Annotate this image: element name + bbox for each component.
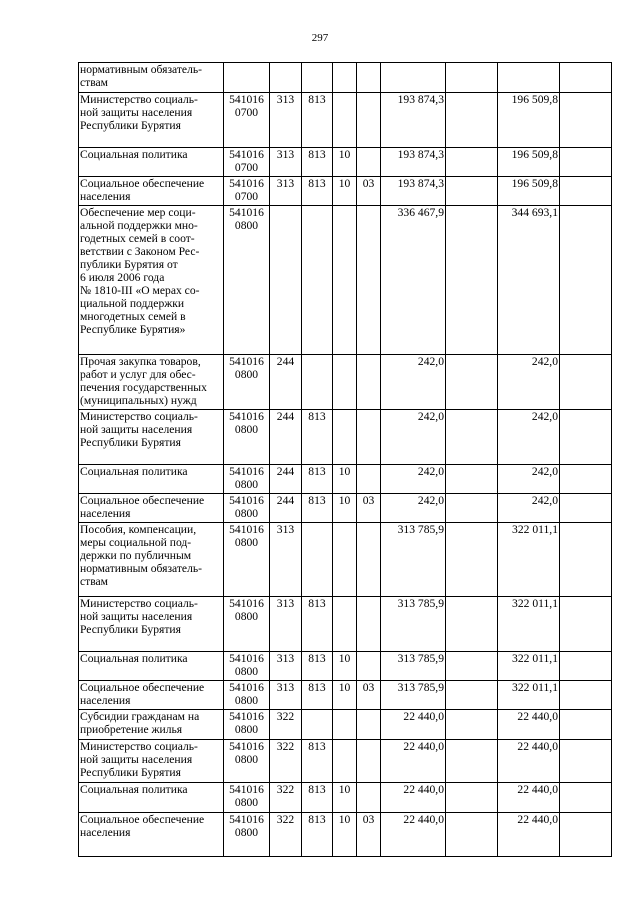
name-cell-line: Республике Бурятия» xyxy=(80,323,186,336)
amount-year2-cell: 322 011,1 xyxy=(498,523,560,597)
name-cell-line: нормативным обязатель- xyxy=(80,562,203,575)
name-cell xyxy=(79,681,224,710)
empty-cell xyxy=(446,523,498,597)
name-cell-line: публики Бурятия от xyxy=(80,258,178,271)
table-row xyxy=(79,597,612,652)
name-cell xyxy=(79,465,224,494)
csr-cell xyxy=(224,206,270,355)
table-row xyxy=(79,710,612,740)
name-cell-line: ной защиты населения xyxy=(80,106,193,119)
grbs-cell: 813 xyxy=(302,740,333,783)
name-cell-line: Министерство социаль- xyxy=(80,93,198,106)
csr-cell-line: 0800 xyxy=(234,423,259,436)
rz-cell: 10 xyxy=(333,465,357,494)
grbs-cell: 813 xyxy=(302,813,333,857)
vr-cell: 322 xyxy=(270,813,302,857)
rz-cell: 10 xyxy=(333,652,357,681)
amount-year2-cell: 322 011,1 xyxy=(498,597,560,652)
csr-cell-line: 541016 xyxy=(229,465,264,478)
name-cell xyxy=(79,783,224,813)
rz-cell xyxy=(333,93,357,148)
csr-cell-line: 541016 xyxy=(229,813,264,826)
pr-cell: 03 xyxy=(357,813,381,857)
name-cell xyxy=(79,177,224,206)
pr-cell xyxy=(357,355,381,410)
vr-cell: 322 xyxy=(270,783,302,813)
pr-cell: 03 xyxy=(357,177,381,206)
csr-cell xyxy=(224,63,270,93)
name-cell-line: Социальное обеспечение xyxy=(80,681,205,694)
csr-cell-line: 0800 xyxy=(234,219,259,232)
name-cell xyxy=(79,710,224,740)
name-cell-line: 6 июля 2006 года xyxy=(80,271,165,284)
empty-cell xyxy=(446,465,498,494)
name-cell-line: Министерство социаль- xyxy=(80,740,198,753)
csr-cell-line: 0800 xyxy=(234,796,259,809)
amount-year2-cell: 242,0 xyxy=(498,465,560,494)
empty-cell xyxy=(560,494,612,523)
rz-cell xyxy=(333,410,357,465)
amount-year2-cell: 22 440,0 xyxy=(498,813,560,857)
name-cell-line: ной защиты населения xyxy=(80,753,193,766)
name-cell-line: ной защиты населения xyxy=(80,610,193,623)
rz-cell xyxy=(333,740,357,783)
empty-cell xyxy=(560,710,612,740)
empty-cell xyxy=(446,355,498,410)
pr-cell xyxy=(357,710,381,740)
csr-cell xyxy=(224,465,270,494)
table-row xyxy=(79,523,612,597)
empty-cell xyxy=(560,523,612,597)
grbs-cell: 813 xyxy=(302,597,333,652)
grbs-cell xyxy=(302,206,333,355)
amount-year1-cell: 193 874,3 xyxy=(381,93,446,148)
csr-cell xyxy=(224,710,270,740)
amount-year1-cell: 313 785,9 xyxy=(381,523,446,597)
name-cell-line: Министерство социаль- xyxy=(80,597,198,610)
grbs-cell xyxy=(302,710,333,740)
amount-year1-cell: 242,0 xyxy=(381,465,446,494)
grbs-cell: 813 xyxy=(302,494,333,523)
csr-cell-line: 0800 xyxy=(234,753,259,766)
name-cell-line: (муниципальных) нужд xyxy=(80,394,197,407)
csr-cell-line: 0800 xyxy=(234,368,259,381)
pr-cell xyxy=(357,523,381,597)
csr-cell xyxy=(224,523,270,597)
name-cell-line: альной поддержки мно- xyxy=(80,219,198,232)
table-row xyxy=(79,465,612,494)
empty-cell xyxy=(446,652,498,681)
rz-cell: 10 xyxy=(333,177,357,206)
grbs-cell xyxy=(302,355,333,410)
vr-cell: 322 xyxy=(270,710,302,740)
name-cell-line: Республики Бурятия xyxy=(80,119,181,132)
amount-year1-cell xyxy=(381,63,446,93)
name-cell-line: Республики Бурятия xyxy=(80,766,181,779)
name-cell-line: населения xyxy=(80,826,131,839)
amount-year1-cell: 22 440,0 xyxy=(381,740,446,783)
csr-cell-line: 541016 xyxy=(229,710,264,723)
grbs-cell: 813 xyxy=(302,410,333,465)
table-row xyxy=(79,93,612,148)
pr-cell xyxy=(357,652,381,681)
empty-cell xyxy=(560,465,612,494)
csr-cell-line: 0700 xyxy=(234,161,259,174)
amount-year2-cell: 22 440,0 xyxy=(498,710,560,740)
amount-year2-cell xyxy=(498,63,560,93)
grbs-cell: 813 xyxy=(302,93,333,148)
rz-cell xyxy=(333,355,357,410)
empty-cell xyxy=(446,93,498,148)
name-cell xyxy=(79,813,224,857)
rz-cell xyxy=(333,597,357,652)
amount-year2-cell: 242,0 xyxy=(498,494,560,523)
csr-cell xyxy=(224,597,270,652)
name-cell-line: Социальная политика xyxy=(80,148,188,161)
empty-cell xyxy=(446,681,498,710)
csr-cell-line: 541016 xyxy=(229,494,264,507)
amount-year1-cell: 193 874,3 xyxy=(381,148,446,177)
empty-cell xyxy=(560,148,612,177)
amount-year1-cell: 193 874,3 xyxy=(381,177,446,206)
name-cell xyxy=(79,597,224,652)
csr-cell xyxy=(224,355,270,410)
empty-cell xyxy=(560,355,612,410)
amount-year1-cell: 242,0 xyxy=(381,410,446,465)
name-cell-line: печения государственных xyxy=(80,381,207,394)
amount-year1-cell: 313 785,9 xyxy=(381,597,446,652)
table-row xyxy=(79,177,612,206)
csr-cell-line: 541016 xyxy=(229,681,264,694)
csr-cell-line: 0700 xyxy=(234,106,259,119)
amount-year2-cell: 242,0 xyxy=(498,355,560,410)
empty-cell xyxy=(560,410,612,465)
name-cell-line: населения xyxy=(80,694,131,707)
table-row xyxy=(79,410,612,465)
table-row xyxy=(79,148,612,177)
empty-cell xyxy=(446,783,498,813)
csr-cell-line: 0800 xyxy=(234,478,259,491)
name-cell-line: Субсидии гражданам на xyxy=(80,710,200,723)
empty-cell xyxy=(560,177,612,206)
csr-cell-line: 541016 xyxy=(229,206,264,219)
name-cell-line: Социальная политика xyxy=(80,652,188,665)
amount-year2-cell: 22 440,0 xyxy=(498,783,560,813)
name-cell-line: ветствии с Законом Рес- xyxy=(80,245,200,258)
empty-cell xyxy=(446,410,498,465)
name-cell-line: меры социальной под- xyxy=(80,536,192,549)
amount-year2-cell: 322 011,1 xyxy=(498,652,560,681)
name-cell xyxy=(79,93,224,148)
csr-cell-line: 0800 xyxy=(234,694,259,707)
empty-cell xyxy=(446,597,498,652)
csr-cell-line: 0700 xyxy=(234,190,259,203)
vr-cell: 244 xyxy=(270,465,302,494)
name-cell xyxy=(79,206,224,355)
name-cell-line: населения xyxy=(80,507,131,520)
pr-cell: 03 xyxy=(357,681,381,710)
vr-cell: 244 xyxy=(270,494,302,523)
grbs-cell xyxy=(302,63,333,93)
grbs-cell: 813 xyxy=(302,652,333,681)
empty-cell xyxy=(560,63,612,93)
csr-cell xyxy=(224,783,270,813)
table-row xyxy=(79,740,612,783)
csr-cell xyxy=(224,494,270,523)
name-cell xyxy=(79,740,224,783)
empty-cell xyxy=(446,206,498,355)
amount-year2-cell: 22 440,0 xyxy=(498,740,560,783)
name-cell-line: держки по публичным xyxy=(80,549,192,562)
csr-cell-line: 541016 xyxy=(229,740,264,753)
vr-cell: 313 xyxy=(270,148,302,177)
rz-cell: 10 xyxy=(333,681,357,710)
grbs-cell: 813 xyxy=(302,783,333,813)
name-cell-line: Республики Бурятия xyxy=(80,623,181,636)
amount-year1-cell: 22 440,0 xyxy=(381,710,446,740)
amount-year2-cell: 242,0 xyxy=(498,410,560,465)
name-cell-line: № 1810-III «О мерах со- xyxy=(80,284,200,297)
vr-cell: 313 xyxy=(270,681,302,710)
table-row xyxy=(79,355,612,410)
name-cell-line: Социальное обеспечение xyxy=(80,177,205,190)
csr-cell-line: 541016 xyxy=(229,93,264,106)
amount-year1-cell: 313 785,9 xyxy=(381,652,446,681)
csr-cell-line: 0800 xyxy=(234,723,259,736)
rz-cell: 10 xyxy=(333,494,357,523)
empty-cell xyxy=(560,206,612,355)
csr-cell-line: 0800 xyxy=(234,507,259,520)
name-cell-line: Социальная политика xyxy=(80,783,188,796)
pr-cell xyxy=(357,783,381,813)
amount-year2-cell: 196 509,8 xyxy=(498,148,560,177)
vr-cell: 313 xyxy=(270,523,302,597)
table-row xyxy=(79,494,612,523)
name-cell-line: приобретение жилья xyxy=(80,723,183,736)
vr-cell: 313 xyxy=(270,652,302,681)
pr-cell xyxy=(357,597,381,652)
empty-cell xyxy=(560,681,612,710)
empty-cell xyxy=(560,652,612,681)
pr-cell xyxy=(357,63,381,93)
pr-cell: 03 xyxy=(357,494,381,523)
table-row xyxy=(79,681,612,710)
pr-cell xyxy=(357,206,381,355)
name-cell xyxy=(79,63,224,93)
csr-cell xyxy=(224,93,270,148)
grbs-cell xyxy=(302,523,333,597)
csr-cell xyxy=(224,740,270,783)
grbs-cell: 813 xyxy=(302,177,333,206)
empty-cell xyxy=(560,740,612,783)
amount-year2-cell: 196 509,8 xyxy=(498,93,560,148)
pr-cell xyxy=(357,93,381,148)
csr-cell-line: 541016 xyxy=(229,410,264,423)
amount-year1-cell: 242,0 xyxy=(381,494,446,523)
empty-cell xyxy=(560,93,612,148)
page-number: 297 xyxy=(311,32,329,44)
table-row xyxy=(79,206,612,355)
amount-year1-cell: 22 440,0 xyxy=(381,783,446,813)
name-cell-line: циальной поддержки xyxy=(80,297,185,310)
csr-cell xyxy=(224,410,270,465)
csr-cell-line: 541016 xyxy=(229,177,264,190)
name-cell-line: Министерство социаль- xyxy=(80,410,198,423)
csr-cell-line: 541016 xyxy=(229,597,264,610)
name-cell-line: Социальное обеспечение xyxy=(80,813,205,826)
name-cell-line: нормативным обязатель- xyxy=(80,63,203,76)
rz-cell: 10 xyxy=(333,148,357,177)
vr-cell: 313 xyxy=(270,177,302,206)
csr-cell xyxy=(224,813,270,857)
csr-cell-line: 541016 xyxy=(229,783,264,796)
vr-cell: 244 xyxy=(270,410,302,465)
vr-cell: 244 xyxy=(270,355,302,410)
amount-year2-cell: 322 011,1 xyxy=(498,681,560,710)
table-row xyxy=(79,63,612,93)
csr-cell-line: 541016 xyxy=(229,652,264,665)
empty-cell xyxy=(446,740,498,783)
csr-cell xyxy=(224,652,270,681)
vr-cell: 313 xyxy=(270,597,302,652)
rz-cell: 10 xyxy=(333,813,357,857)
csr-cell-line: 0800 xyxy=(234,826,259,839)
csr-cell-line: 541016 xyxy=(229,523,264,536)
grbs-cell: 813 xyxy=(302,465,333,494)
pr-cell xyxy=(357,148,381,177)
name-cell-line: ствам xyxy=(80,575,109,588)
rz-cell: 10 xyxy=(333,783,357,813)
empty-cell xyxy=(560,813,612,857)
amount-year2-cell: 344 693,1 xyxy=(498,206,560,355)
empty-cell xyxy=(560,597,612,652)
name-cell xyxy=(79,652,224,681)
name-cell-line: ствам xyxy=(80,76,109,89)
amount-year1-cell: 242,0 xyxy=(381,355,446,410)
empty-cell xyxy=(446,63,498,93)
rz-cell xyxy=(333,523,357,597)
grbs-cell: 813 xyxy=(302,148,333,177)
pr-cell xyxy=(357,410,381,465)
table-body xyxy=(79,63,612,857)
csr-cell-line: 0800 xyxy=(234,610,259,623)
budget-table xyxy=(78,62,612,857)
name-cell xyxy=(79,148,224,177)
empty-cell xyxy=(560,783,612,813)
csr-cell xyxy=(224,148,270,177)
vr-cell: 313 xyxy=(270,93,302,148)
csr-cell-line: 541016 xyxy=(229,355,264,368)
empty-cell xyxy=(446,813,498,857)
csr-cell xyxy=(224,177,270,206)
name-cell-line: Республики Бурятия xyxy=(80,436,181,449)
name-cell xyxy=(79,355,224,410)
name-cell xyxy=(79,523,224,597)
csr-cell-line: 541016 xyxy=(229,148,264,161)
pr-cell xyxy=(357,740,381,783)
vr-cell xyxy=(270,63,302,93)
name-cell-line: работ и услуг для обес- xyxy=(80,368,196,381)
name-cell-line: Прочая закупка товаров, xyxy=(80,355,201,368)
amount-year1-cell: 336 467,9 xyxy=(381,206,446,355)
vr-cell xyxy=(270,206,302,355)
empty-cell xyxy=(446,177,498,206)
name-cell-line: Социальная политика xyxy=(80,465,188,478)
amount-year1-cell: 313 785,9 xyxy=(381,681,446,710)
name-cell-line: годетных семей в соот- xyxy=(80,232,195,245)
amount-year1-cell: 22 440,0 xyxy=(381,813,446,857)
grbs-cell: 813 xyxy=(302,681,333,710)
table-row xyxy=(79,652,612,681)
name-cell-line: Социальное обеспечение xyxy=(80,494,205,507)
rz-cell xyxy=(333,710,357,740)
name-cell-line: Пособия, компенсации, xyxy=(80,523,197,536)
name-cell xyxy=(79,410,224,465)
name-cell-line: многодетных семей в xyxy=(80,310,186,323)
table-row xyxy=(79,783,612,813)
name-cell-line: Обеспечение мер соци- xyxy=(80,206,196,219)
amount-year2-cell: 196 509,8 xyxy=(498,177,560,206)
csr-cell-line: 0800 xyxy=(234,536,259,549)
name-cell-line: населения xyxy=(80,190,131,203)
rz-cell xyxy=(333,206,357,355)
table-row xyxy=(79,813,612,857)
csr-cell xyxy=(224,681,270,710)
name-cell-line: ной защиты населения xyxy=(80,423,193,436)
vr-cell: 322 xyxy=(270,740,302,783)
pr-cell xyxy=(357,465,381,494)
empty-cell xyxy=(446,148,498,177)
empty-cell xyxy=(446,710,498,740)
empty-cell xyxy=(446,494,498,523)
rz-cell xyxy=(333,63,357,93)
name-cell xyxy=(79,494,224,523)
csr-cell-line: 0800 xyxy=(234,665,259,678)
